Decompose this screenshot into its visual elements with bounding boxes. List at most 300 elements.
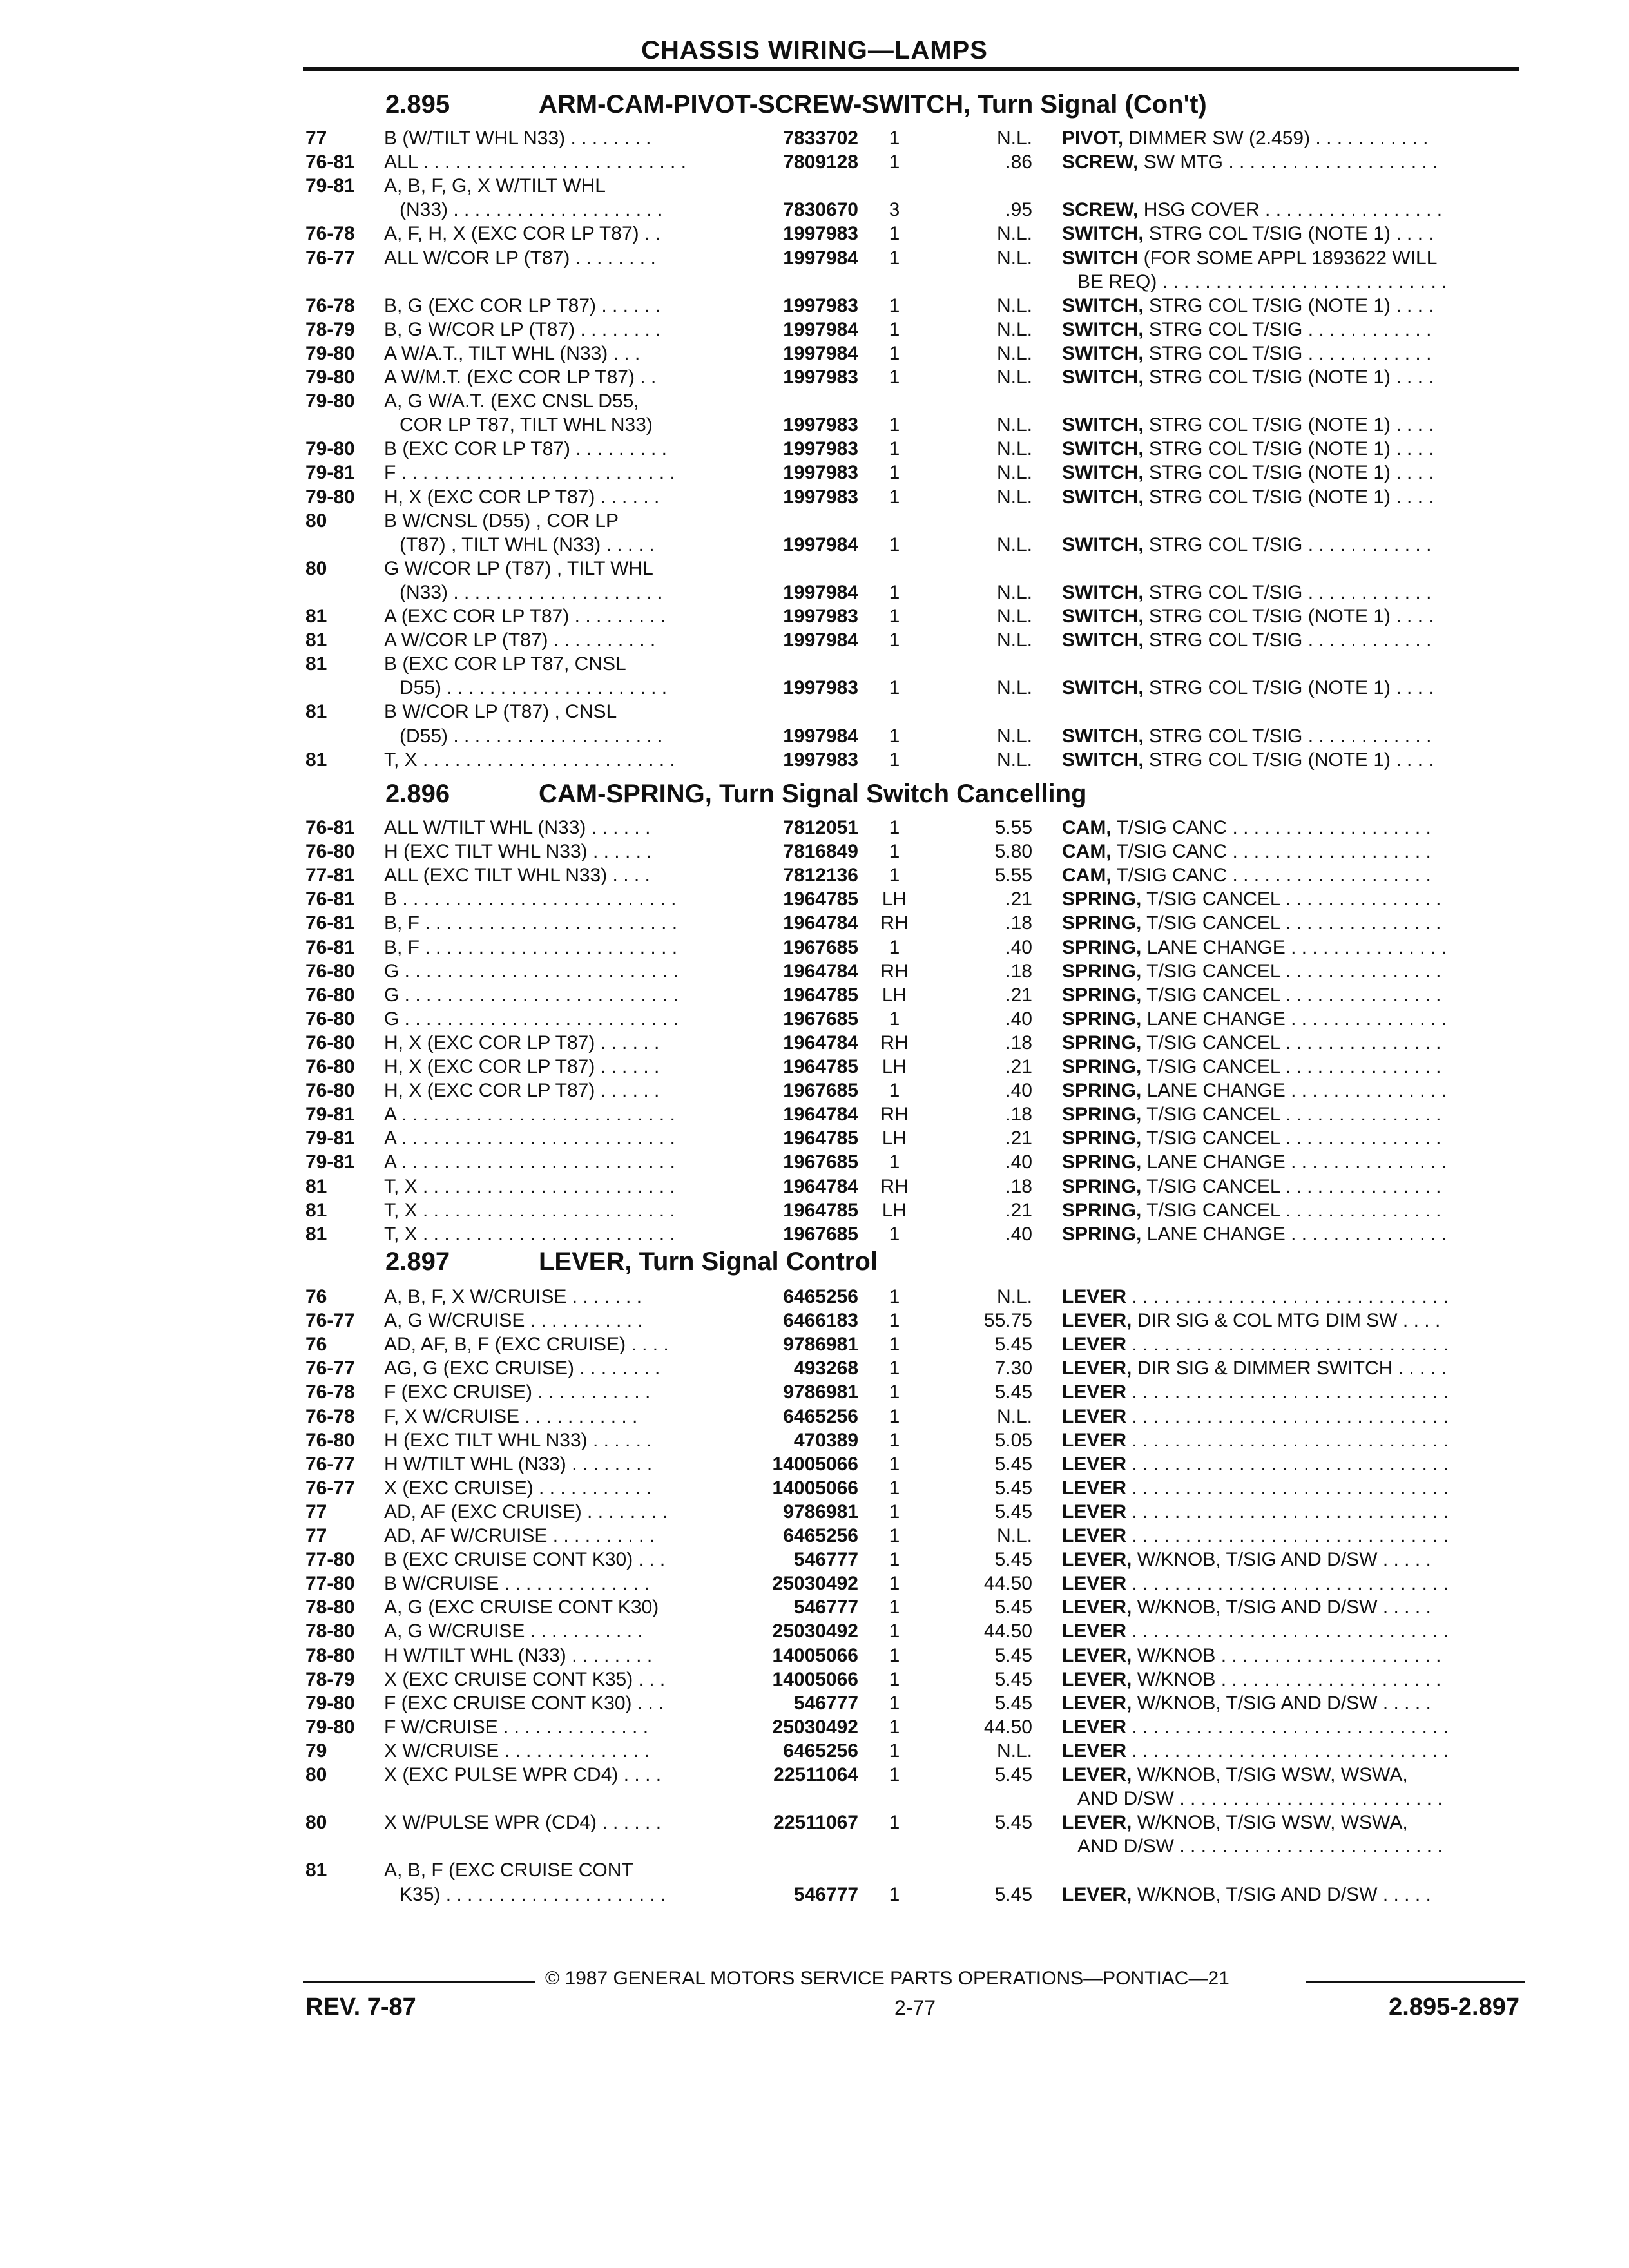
price: N.L. [996, 677, 1032, 699]
price: 5.45 [994, 1692, 1032, 1714]
table-row [0, 1595, 1629, 1619]
part-name-detail: HSG COVER . . . . . . . . . . . . . . . . . [1138, 199, 1443, 221]
part-name-detail: STRG COL T/SIG (NOTE 1) . . . . [1143, 414, 1434, 436]
quantity: 1 [889, 1597, 900, 1619]
price: 55.75 [983, 1310, 1032, 1332]
part-number: 9786981 [783, 1334, 858, 1356]
part-name-keyword: LEVER [1062, 1381, 1127, 1403]
part-name [1062, 1739, 1521, 1763]
model-description: F (EXC CRUISE CONT K30) . . . [384, 1692, 664, 1714]
part-name-keyword: LEVER [1062, 1573, 1127, 1595]
section-number: 2.896 [385, 780, 450, 808]
part-name-detail: T/SIG CANCEL . . . . . . . . . . . . . . . [1141, 1199, 1441, 1221]
quantity: 1 [889, 1334, 900, 1356]
part-number: 1997984 [783, 725, 858, 747]
table-row [0, 1691, 1629, 1715]
model-year: 78-80 [305, 1620, 355, 1642]
part-name [1062, 198, 1521, 222]
table-row [0, 1452, 1629, 1476]
part-number: 25030492 [772, 1620, 858, 1642]
table-row [0, 581, 1629, 604]
section-title: LEVER, Turn Signal Control [539, 1247, 878, 1276]
price: 5.45 [994, 1644, 1032, 1666]
price: N.L. [996, 438, 1032, 460]
part-name [1062, 863, 1521, 887]
model-description: H, X (EXC COR LP T87) . . . . . . [384, 1080, 660, 1102]
part-number: 6465256 [783, 1405, 858, 1427]
model-description: X W/CRUISE . . . . . . . . . . . . . . [384, 1740, 650, 1762]
part-name-detail: STRG COL T/SIG (NOTE 1) . . . . [1143, 367, 1434, 388]
part-name-keyword: SWITCH, [1062, 725, 1144, 747]
part-name [1062, 1428, 1521, 1452]
part-name [1062, 150, 1521, 174]
part-name [1062, 1102, 1521, 1126]
part-number: 1997983 [783, 606, 858, 627]
part-number: 493268 [793, 1358, 858, 1379]
price: N.L. [996, 629, 1032, 651]
quantity: RH [880, 960, 909, 982]
model-description: B (EXC CRUISE CONT K30) . . . [384, 1549, 666, 1571]
model-year: 77 [305, 1525, 327, 1546]
part-number: 7833702 [783, 128, 858, 149]
price: 5.45 [994, 1501, 1032, 1523]
table-row [0, 1715, 1629, 1739]
quantity: 1 [889, 1692, 900, 1714]
quantity: 1 [889, 247, 900, 269]
quantity: 1 [889, 1716, 900, 1738]
part-name-keyword: SPRING, [1062, 1080, 1142, 1102]
table-row [0, 1500, 1629, 1524]
revision-label: REV. 7-87 [305, 1994, 416, 2021]
model-description: T, X . . . . . . . . . . . . . . . . . . . . . . . . [384, 1223, 675, 1245]
model-description: ALL W/TILT WHL (N33) . . . . . . [384, 817, 651, 838]
part-name-keyword: SWITCH [1062, 247, 1139, 269]
part-name [1062, 1691, 1521, 1715]
model-year: 79-81 [305, 1128, 355, 1149]
part-name-detail: STRG COL T/SIG (NOTE 1) . . . . [1143, 223, 1434, 245]
model-description: B, G W/COR LP (T87) . . . . . . . . [384, 318, 661, 340]
part-name [1062, 628, 1521, 652]
quantity: 1 [889, 1080, 900, 1102]
part-name-continued: AND D/SW . . . . . . . . . . . . . . . . . . . . . . . . . [1077, 1788, 1443, 1810]
table-row [0, 1763, 1629, 1787]
part-name [1062, 748, 1521, 772]
part-number: 6465256 [783, 1286, 858, 1307]
part-number: 22511067 [773, 1812, 858, 1834]
part-name [1062, 983, 1521, 1007]
model-year: 76-77 [305, 1310, 355, 1332]
model-year: 76-80 [305, 1080, 355, 1102]
part-name-detail: STRG COL T/SIG (NOTE 1) . . . . [1143, 749, 1434, 771]
table-row [0, 318, 1629, 341]
part-name-keyword: SPRING, [1062, 1223, 1142, 1245]
part-name [1062, 1126, 1521, 1150]
quantity: 1 [889, 1620, 900, 1642]
table-row [0, 461, 1629, 485]
quantity: 1 [889, 936, 900, 958]
model-year: 81 [305, 1199, 327, 1221]
model-description: G W/COR LP (T87) , TILT WHL [384, 557, 653, 579]
model-year: 79-80 [305, 342, 355, 364]
part-name-detail: T/SIG CANCEL . . . . . . . . . . . . . . . [1141, 1175, 1441, 1197]
price: 5.55 [994, 817, 1032, 838]
quantity: RH [880, 1032, 909, 1053]
part-name-keyword: CAM, [1062, 865, 1112, 887]
model-year: 76-80 [305, 960, 355, 982]
part-number: 546777 [793, 1883, 858, 1905]
model-year: 79-80 [305, 367, 355, 388]
section-title: ARM-CAM-PIVOT-SCREW-SWITCH, Turn Signal (Con't) [539, 90, 1207, 119]
model-description: H, X (EXC COR LP T87) . . . . . . [384, 486, 660, 508]
price: N.L. [996, 1525, 1032, 1546]
model-year: 77 [305, 1501, 327, 1523]
part-name [1062, 1571, 1521, 1595]
price: 44.50 [983, 1620, 1032, 1642]
table-row [0, 1548, 1629, 1571]
part-name-detail: W/KNOB . . . . . . . . . . . . . . . . . . . . . [1132, 1668, 1441, 1690]
part-name [1062, 816, 1521, 840]
part-number: 9786981 [783, 1501, 858, 1523]
part-name-detail: T/SIG CANC . . . . . . . . . . . . . . . . . . . [1111, 865, 1431, 887]
part-name-detail: T/SIG CANCEL . . . . . . . . . . . . . . . [1141, 960, 1441, 982]
part-number: 1964784 [783, 1175, 858, 1197]
part-name-detail: . . . . . . . . . . . . . . . . . . . . . . . . . . . . . . [1126, 1716, 1449, 1738]
part-name-detail: LANE CHANGE . . . . . . . . . . . . . . . [1141, 936, 1447, 958]
table-row [0, 294, 1629, 318]
price: N.L. [996, 1740, 1032, 1762]
price: 5.45 [994, 1668, 1032, 1690]
model-description: A, B, F (EXC CRUISE CONT [384, 1860, 633, 1881]
model-year: 76-80 [305, 1056, 355, 1077]
part-number: 1997984 [783, 318, 858, 340]
model-description: X (EXC CRUISE) . . . . . . . . . . . [384, 1477, 652, 1499]
part-name [1062, 461, 1521, 485]
quantity: 1 [889, 1740, 900, 1762]
part-number: 7812051 [783, 817, 858, 838]
part-name-detail: LANE CHANGE . . . . . . . . . . . . . . . [1141, 1223, 1447, 1245]
footer-copyright-line [0, 1968, 1629, 1994]
part-name-keyword: LEVER [1062, 1334, 1127, 1356]
section-title: CAM-SPRING, Turn Signal Switch Cancelling [539, 780, 1087, 808]
quantity: 1 [889, 1883, 900, 1905]
quantity: 1 [889, 677, 900, 699]
part-name [1062, 1524, 1521, 1548]
part-name-detail: . . . . . . . . . . . . . . . . . . . . . . . . . . . . . . [1126, 1334, 1449, 1356]
part-name-detail: STRG COL T/SIG (NOTE 1) . . . . [1143, 438, 1434, 460]
price: N.L. [996, 342, 1032, 364]
part-name-detail: W/KNOB, T/SIG AND D/SW . . . . . [1132, 1597, 1431, 1619]
table-row [0, 1571, 1629, 1595]
model-description: T, X . . . . . . . . . . . . . . . . . . . . . . . . [384, 1175, 675, 1197]
quantity: 1 [889, 1525, 900, 1546]
model-description: H (EXC TILT WHL N33) . . . . . . [384, 1429, 652, 1451]
page-title: CHASSIS WIRING—LAMPS [641, 36, 988, 64]
price: .18 [1005, 912, 1032, 934]
part-name [1062, 604, 1521, 628]
part-name [1062, 1595, 1521, 1619]
table-row [0, 341, 1629, 365]
part-name-keyword: SWITCH, [1062, 677, 1144, 699]
model-year: 79-81 [305, 1151, 355, 1173]
model-description: H, X (EXC COR LP T87) . . . . . . [384, 1056, 660, 1077]
part-name-continued: AND D/SW . . . . . . . . . . . . . . . . . . . . . . . . . [1077, 1836, 1443, 1858]
model-description: ALL W/COR LP (T87) . . . . . . . . [384, 247, 656, 269]
quantity: 1 [889, 865, 900, 887]
price: .18 [1005, 960, 1032, 982]
part-name [1062, 533, 1521, 557]
quantity: 1 [889, 414, 900, 436]
price: 5.55 [994, 865, 1032, 887]
part-name-keyword: SPRING, [1062, 960, 1142, 982]
model-year: 76-80 [305, 984, 355, 1006]
part-name [1062, 1332, 1521, 1356]
price: 5.45 [994, 1381, 1032, 1403]
model-description: A, F, H, X (EXC COR LP T87) . . [384, 223, 661, 245]
price: N.L. [996, 486, 1032, 508]
part-number: 1997983 [783, 367, 858, 388]
table-row [0, 198, 1629, 222]
quantity: 1 [889, 725, 900, 747]
part-name [1062, 1380, 1521, 1404]
table-row [0, 1428, 1629, 1452]
part-name-detail: STRG COL T/SIG . . . . . . . . . . . . [1143, 318, 1432, 340]
part-name-detail: T/SIG CANCEL . . . . . . . . . . . . . . . [1141, 1056, 1441, 1077]
table-row [0, 509, 1629, 533]
model-year: 79-80 [305, 1692, 355, 1714]
part-name-detail: STRG COL T/SIG (NOTE 1) . . . . [1143, 486, 1434, 508]
part-name-keyword: SWITCH, [1062, 223, 1144, 245]
part-name-keyword: SPRING, [1062, 1128, 1142, 1149]
model-description: B . . . . . . . . . . . . . . . . . . . . . . . . . . [384, 889, 677, 910]
part-number: 9786981 [783, 1381, 858, 1403]
model-year: 76-78 [305, 294, 355, 316]
part-number: 1997984 [783, 533, 858, 555]
model-description: H W/TILT WHL (N33) . . . . . . . . [384, 1644, 653, 1666]
table-row [0, 1079, 1629, 1102]
part-name [1062, 911, 1521, 935]
part-name-keyword: SWITCH, [1062, 629, 1144, 651]
model-description-continued: D55) . . . . . . . . . . . . . . . . . . . . . [400, 677, 668, 699]
model-year: 76-77 [305, 247, 355, 269]
header-rule [303, 67, 1519, 71]
model-description-continued: (D55) . . . . . . . . . . . . . . . . . . . . [400, 725, 663, 747]
quantity: LH [882, 984, 907, 1006]
model-year: 81 [305, 606, 327, 627]
quantity: 1 [889, 1668, 900, 1690]
part-number: 546777 [793, 1549, 858, 1571]
quantity: 1 [889, 841, 900, 863]
part-name [1062, 246, 1521, 270]
section-number: 2.895 [385, 90, 450, 119]
table-row [0, 1031, 1629, 1055]
part-name [1062, 1309, 1521, 1332]
part-name-detail: LANE CHANGE . . . . . . . . . . . . . . . [1141, 1151, 1447, 1173]
model-year: 76 [305, 1334, 327, 1356]
model-year: 81 [305, 1223, 327, 1245]
part-name-keyword: SWITCH, [1062, 438, 1144, 460]
quantity: RH [880, 1175, 909, 1197]
model-description: A, G W/CRUISE . . . . . . . . . . . [384, 1310, 643, 1332]
table-row [0, 1858, 1629, 1882]
model-description: A, B, F, X W/CRUISE . . . . . . . [384, 1286, 642, 1307]
price: .18 [1005, 1032, 1032, 1053]
part-number: 1964784 [783, 912, 858, 934]
model-year: 77 [305, 128, 327, 149]
part-name-keyword: SWITCH, [1062, 533, 1144, 555]
price: .40 [1005, 1008, 1032, 1030]
quantity: 1 [889, 817, 900, 838]
part-name [1062, 936, 1521, 959]
part-name [1062, 1763, 1521, 1787]
model-description: X (EXC PULSE WPR CD4) . . . . [384, 1764, 662, 1785]
price: 44.50 [983, 1716, 1032, 1738]
model-description: B W/COR LP (T87) , CNSL [384, 701, 617, 723]
part-name-detail: . . . . . . . . . . . . . . . . . . . . . . . . . . . . . . [1126, 1429, 1449, 1451]
model-year: 80 [305, 1812, 327, 1834]
table-row [0, 222, 1629, 245]
quantity: 1 [889, 128, 900, 149]
model-year: 76-81 [305, 912, 355, 934]
part-name [1062, 1715, 1521, 1739]
part-number: 1997984 [783, 342, 858, 364]
table-row [0, 1126, 1629, 1150]
quantity: 1 [889, 1358, 900, 1379]
part-name-keyword: LEVER, [1062, 1644, 1132, 1666]
part-name [1062, 1811, 1521, 1834]
part-name-continued: BE REQ) . . . . . . . . . . . . . . . . . . . . . . . . . . . [1077, 271, 1447, 293]
part-number: 7816849 [783, 841, 858, 863]
table-row [0, 1150, 1629, 1174]
model-description: T, X . . . . . . . . . . . . . . . . . . . . . . . . [384, 749, 675, 771]
price: N.L. [996, 462, 1032, 484]
table-row [0, 557, 1629, 581]
model-description: H W/TILT WHL (N33) . . . . . . . . [384, 1453, 653, 1475]
table-row [0, 533, 1629, 557]
part-name-keyword: SCREW, [1062, 151, 1139, 173]
quantity: 1 [889, 1644, 900, 1666]
quantity: RH [880, 912, 909, 934]
part-name-keyword: CAM, [1062, 841, 1112, 863]
model-year: 76-80 [305, 841, 355, 863]
model-description: F . . . . . . . . . . . . . . . . . . . . . . . . . . [384, 462, 675, 484]
part-number: 1964784 [783, 960, 858, 982]
model-description: G . . . . . . . . . . . . . . . . . . . . . . . . . . [384, 984, 679, 1006]
part-name-keyword: LEVER [1062, 1453, 1127, 1475]
quantity: 1 [889, 1310, 900, 1332]
part-name-keyword: SWITCH, [1062, 294, 1144, 316]
part-name-detail: T/SIG CANC . . . . . . . . . . . . . . . . . . . [1111, 841, 1431, 863]
part-name-keyword: SPRING, [1062, 1008, 1142, 1030]
table-row [0, 1332, 1629, 1356]
part-name-detail: LANE CHANGE . . . . . . . . . . . . . . . [1141, 1008, 1447, 1030]
model-year: 79-81 [305, 1104, 355, 1126]
price: 5.45 [994, 1334, 1032, 1356]
model-description: AD, AF (EXC CRUISE) . . . . . . . . [384, 1501, 668, 1523]
part-name-keyword: SWITCH, [1062, 462, 1144, 484]
model-year: 80 [305, 557, 327, 579]
price: 5.45 [994, 1883, 1032, 1905]
part-name-detail: . . . . . . . . . . . . . . . . . . . . . . . . . . . . . . [1126, 1286, 1449, 1307]
part-name-keyword: SWITCH, [1062, 749, 1144, 771]
part-name-detail: STRG COL T/SIG (NOTE 1) . . . . [1143, 677, 1434, 699]
part-number: 1967685 [783, 936, 858, 958]
price: 5.45 [994, 1453, 1032, 1475]
table-row [0, 246, 1629, 270]
part-name-keyword: LEVER [1062, 1620, 1127, 1642]
part-name-keyword: LEVER [1062, 1525, 1127, 1546]
part-name-detail: . . . . . . . . . . . . . . . . . . . . . . . . . . . . . . [1126, 1405, 1449, 1427]
model-description: ALL . . . . . . . . . . . . . . . . . . . . . . . . . [384, 151, 687, 173]
table-row [0, 863, 1629, 887]
price: 7.30 [994, 1358, 1032, 1379]
copyright-text: © 1987 GENERAL MOTORS SERVICE PARTS OPERATIONS—PONTIAC—21 [545, 1968, 1229, 1989]
part-number: 6465256 [783, 1525, 858, 1546]
model-description: A . . . . . . . . . . . . . . . . . . . . . . . . . . [384, 1128, 675, 1149]
quantity: 1 [889, 462, 900, 484]
model-year: 81 [305, 629, 327, 651]
table-row [0, 652, 1629, 676]
quantity: 1 [889, 1549, 900, 1571]
part-number: 25030492 [772, 1573, 858, 1595]
part-name [1062, 437, 1521, 461]
table-row [0, 413, 1629, 437]
model-description-continued: (T87) , TILT WHL (N33) . . . . . [400, 533, 655, 555]
model-year: 76-80 [305, 1032, 355, 1053]
price: .95 [1005, 199, 1032, 221]
price: 5.80 [994, 841, 1032, 863]
model-description: B (W/TILT WHL N33) . . . . . . . . [384, 128, 651, 149]
quantity: RH [880, 1104, 909, 1126]
quantity: 1 [889, 581, 900, 603]
part-name-keyword: SWITCH, [1062, 581, 1144, 603]
part-name-keyword: CAM, [1062, 817, 1112, 838]
part-name [1062, 1452, 1521, 1476]
quantity: 1 [889, 1008, 900, 1030]
price: 5.45 [994, 1812, 1032, 1834]
part-name-detail: DIR SIG & DIMMER SWITCH . . . . . [1132, 1358, 1447, 1379]
model-year: 76-80 [305, 1429, 355, 1451]
part-name-keyword: LEVER, [1062, 1668, 1132, 1690]
part-name-keyword: SPRING, [1062, 1032, 1142, 1053]
model-year: 79-81 [305, 462, 355, 484]
quantity: 1 [889, 1223, 900, 1245]
part-name-detail: T/SIG CANCEL . . . . . . . . . . . . . . . [1141, 1128, 1441, 1149]
model-description: A, G (EXC CRUISE CONT K30) [384, 1597, 659, 1619]
quantity: 1 [889, 1286, 900, 1307]
part-name-detail: T/SIG CANCEL . . . . . . . . . . . . . . . [1141, 984, 1441, 1006]
part-number: 1997983 [783, 486, 858, 508]
part-name-detail: . . . . . . . . . . . . . . . . . . . . . . . . . . . . . . [1126, 1381, 1449, 1403]
model-year: 79 [305, 1740, 327, 1762]
part-number: 1997984 [783, 247, 858, 269]
model-year: 80 [305, 510, 327, 532]
price: 5.45 [994, 1764, 1032, 1785]
part-name-detail: STRG COL T/SIG . . . . . . . . . . . . [1143, 629, 1432, 651]
part-name-keyword: LEVER [1062, 1740, 1127, 1762]
part-number: 7809128 [783, 151, 858, 173]
part-number: 546777 [793, 1692, 858, 1714]
part-number: 22511064 [773, 1764, 858, 1785]
model-year: 78-79 [305, 318, 355, 340]
quantity: 1 [889, 151, 900, 173]
part-name [1062, 341, 1521, 365]
part-name [1062, 1644, 1521, 1667]
part-name-detail: W/KNOB, T/SIG AND D/SW . . . . . [1132, 1883, 1431, 1905]
table-row [0, 1055, 1629, 1079]
table-row [0, 959, 1629, 983]
price: 5.45 [994, 1597, 1032, 1619]
model-description: AD, AF W/CRUISE . . . . . . . . . . [384, 1525, 655, 1546]
